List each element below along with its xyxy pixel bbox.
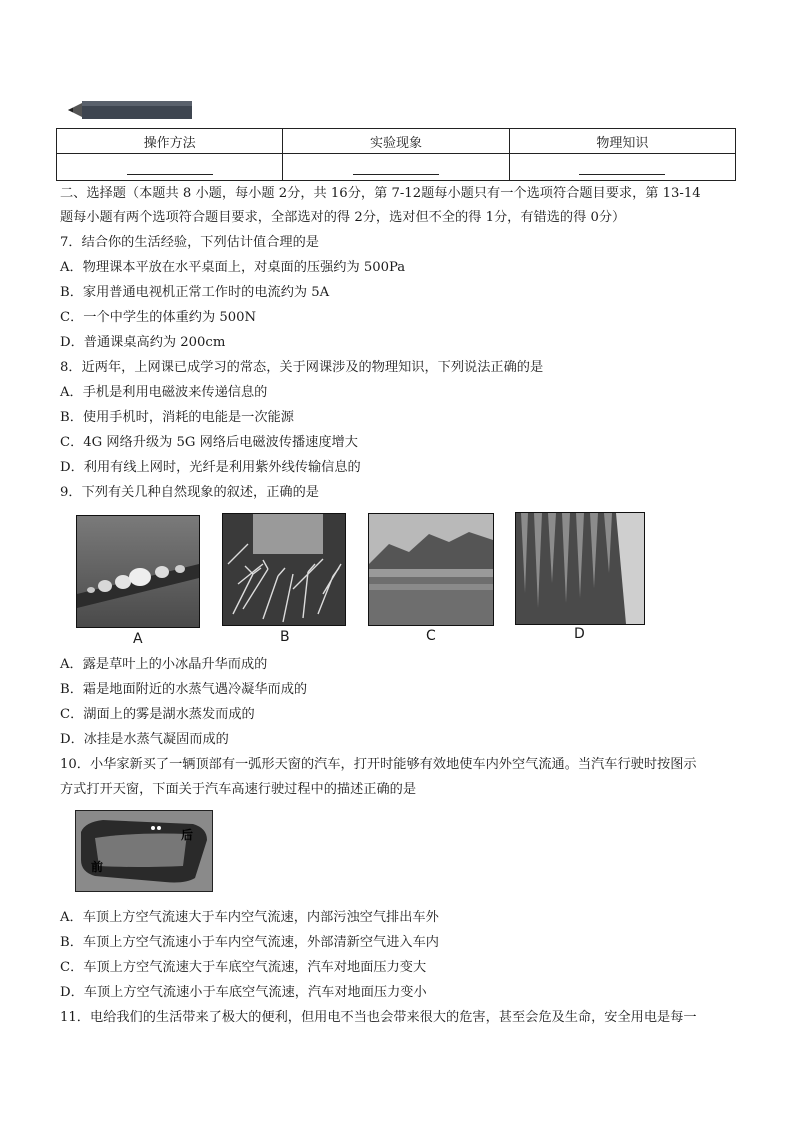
q7-option-c: C．一个中学生的体重约为 500N bbox=[60, 310, 257, 325]
q8-stem: 8．近两年，上网课已成学习的常态，关于网课涉及的物理知识，下列说法正确的是 bbox=[60, 360, 544, 375]
q8-option-c: C．4G 网络升级为 5G 网络后电磁波传播速度增大 bbox=[60, 435, 358, 450]
lake-fog-photo bbox=[368, 513, 494, 626]
q11-stem-line1: 11．电给我们的生活带来了极大的便利，但用电不当也会带来很大的危害，甚至会危及生命，安全用电是每一 bbox=[60, 1010, 697, 1025]
answer-blank-operation[interactable] bbox=[57, 154, 283, 181]
icicles-photo bbox=[515, 512, 645, 625]
q7-option-d: D．普通课桌高约为 200cm bbox=[60, 335, 226, 350]
sunroof-photo bbox=[75, 810, 213, 892]
q10-stem-line1: 10．小华家新买了一辆顶部有一弧形天窗的汽车，打开时能够有效地使车内外空气流通。当汽车行驶时按图示 bbox=[60, 757, 697, 772]
frost-photo bbox=[222, 513, 346, 626]
blank-line bbox=[127, 160, 213, 175]
section-intro-line2: 题每小题有两个选项符合题目要求，全部选对的得 2分，选对但不全的得 1分，有错选的得 0分） bbox=[60, 210, 626, 225]
q10-option-b: B．车顶上方空气流速小于车内空气流速，外部清新空气进入车内 bbox=[60, 935, 439, 950]
q8-option-d: D．利用有线上网时，光纤是利用紫外线传输信息的 bbox=[60, 460, 361, 475]
blank-line bbox=[579, 160, 665, 175]
photo-caption-a: A bbox=[133, 631, 143, 647]
label-front: 前 bbox=[91, 860, 104, 874]
q10-option-a: A．车顶上方空气流速大于车内空气流速，内部污浊空气排出车外 bbox=[60, 910, 439, 925]
section-intro-line1: 二、选择题（本题共 8 小题，每小题 2分，共 16分，第 7-12题每小题只有一个选项符合题目要求，第 13-14 bbox=[60, 186, 701, 201]
photo-caption-d: D bbox=[574, 626, 585, 642]
q9-option-c: C．湖面上的雾是湖水蒸发而成的 bbox=[60, 707, 255, 722]
q10-option-c: C．车顶上方空气流速大于车底空气流速，汽车对地面压力变大 bbox=[60, 960, 427, 975]
table-answer-row bbox=[57, 154, 736, 181]
answer-blank-knowledge[interactable] bbox=[509, 154, 735, 181]
label-back: 后 bbox=[181, 828, 194, 842]
photo-caption-b: B bbox=[280, 629, 290, 645]
blank-line bbox=[353, 160, 439, 175]
header-phenomenon: 实验现象 bbox=[283, 129, 509, 154]
table-header-row bbox=[57, 129, 736, 154]
header-operation: 操作方法 bbox=[57, 129, 283, 154]
answer-blank-phenomenon[interactable] bbox=[283, 154, 509, 181]
header-knowledge: 物理知识 bbox=[509, 129, 735, 154]
q7-option-a: A．物理课本平放在水平桌面上，对桌面的压强约为 500Pa bbox=[60, 260, 406, 275]
q9-option-a: A．露是草叶上的小冰晶升华而成的 bbox=[60, 657, 268, 672]
dew-photo bbox=[76, 515, 200, 628]
photo-caption-c: C bbox=[426, 628, 436, 644]
q9-option-b: B．霜是地面附近的水蒸气遇冷凝华而成的 bbox=[60, 682, 308, 697]
q7-stem: 7．结合你的生活经验，下列估计值合理的是 bbox=[60, 235, 319, 250]
q10-option-d: D．车顶上方空气流速小于车底空气流速，汽车对地面压力变小 bbox=[60, 985, 427, 1000]
q10-stem-line2: 方式打开天窗，下面关于汽车高速行驶过程中的描述正确的是 bbox=[60, 782, 417, 797]
q9-stem: 9．下列有关几种自然现象的叙述，正确的是 bbox=[60, 485, 319, 500]
q8-option-a: A．手机是利用电磁波来传递信息的 bbox=[60, 385, 268, 400]
q7-option-b: B．家用普通电视机正常工作时的电流约为 5A bbox=[60, 285, 330, 300]
pencil-icon bbox=[68, 100, 192, 120]
q9-option-d: D．冰挂是水蒸气凝固而成的 bbox=[60, 732, 229, 747]
answer-table bbox=[56, 128, 736, 181]
q8-option-b: B．使用手机时，消耗的电能是一次能源 bbox=[60, 410, 294, 425]
